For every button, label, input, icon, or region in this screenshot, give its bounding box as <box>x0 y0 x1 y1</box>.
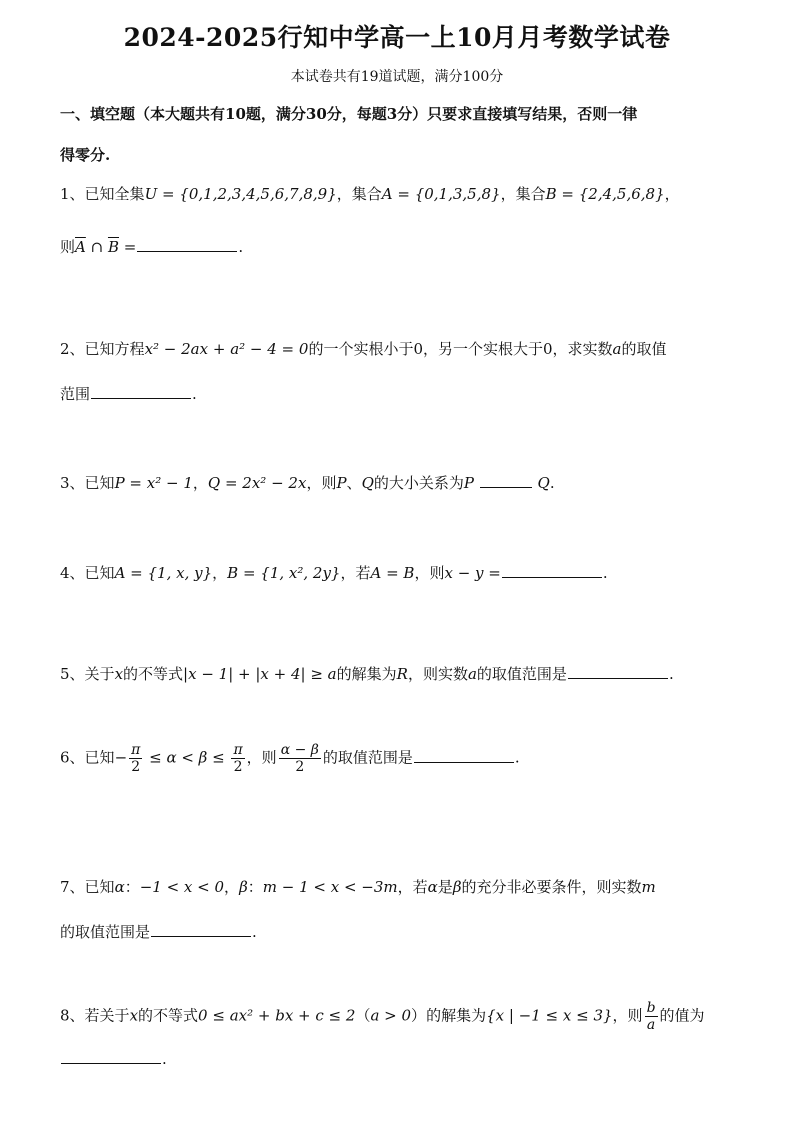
question-text: 的解集为 <box>426 1006 487 1025</box>
math-variable: a <box>467 665 477 683</box>
math-expression: 0 ≤ ax² + bx + c ≤ 2 <box>198 1006 356 1025</box>
question-text: . <box>549 474 555 492</box>
question-text: ，若 <box>397 878 428 896</box>
math-complement-b: $\overline{B}$ <box>107 238 119 256</box>
question-text: 的不等式 <box>138 1006 199 1025</box>
question-number: 4、 <box>60 564 85 582</box>
question-text: . <box>192 385 197 403</box>
question-number: 1、 <box>60 185 85 203</box>
question-text: 的取值范围是 <box>476 665 567 683</box>
math-complement-a: $\overline{A}$ <box>75 238 86 256</box>
question-text: 若关于 <box>84 1006 130 1025</box>
question-text: 的取值 <box>621 340 667 358</box>
math-variable: P <box>463 474 474 492</box>
question-text: 已知 <box>84 878 115 896</box>
math-variable: a <box>612 340 622 358</box>
math-expression: Q = 2x² − 2x <box>207 474 307 492</box>
question-1-line2 <box>60 236 750 257</box>
answer-blank[interactable] <box>137 250 237 252</box>
question-2-line2 <box>60 383 750 404</box>
fraction-alpha-minus-beta <box>279 742 321 775</box>
math-expression: x − y = <box>444 564 501 582</box>
math-expression: A = {1, x, y} <box>114 564 213 582</box>
math-expression: x² − 2ax + a² − 4 = 0 <box>144 340 309 358</box>
question-text: ，则 <box>306 474 337 492</box>
question-text: ） <box>411 1006 427 1025</box>
page-title: 2024-2025行知中学高一上10月月考数学试卷 <box>123 23 671 52</box>
question-text: . <box>162 1050 167 1068</box>
question-text: . <box>252 923 257 941</box>
fraction-denominator: 2 <box>131 759 141 776</box>
math-expression: A = {0,1,3,5,8} <box>381 185 501 203</box>
question-text: 已知全集 <box>84 185 145 203</box>
math-variable: x <box>129 1006 139 1025</box>
question-text: ，则 <box>612 1006 643 1025</box>
answer-blank[interactable] <box>502 576 602 578</box>
question-number: 6、 <box>60 748 85 767</box>
math-expression: ≤ α < β ≤ <box>144 748 230 767</box>
question-text: 的取值范围是 <box>60 923 151 941</box>
math-expression: −1 < x < 0 <box>139 878 225 896</box>
question-4 <box>60 562 750 583</box>
question-number: 2、 <box>60 340 85 358</box>
question-text: ， <box>664 185 680 203</box>
question-text: ，则 <box>246 748 277 767</box>
math-variable: Q <box>361 474 374 492</box>
question-text: 则 <box>60 238 76 256</box>
answer-blank[interactable] <box>61 1062 161 1064</box>
math-expression: |x − 1| + |x + 4| ≥ a <box>183 665 337 683</box>
answer-blank[interactable] <box>91 397 191 399</box>
math-expression: B = {1, x², 2y} <box>227 564 341 582</box>
question-text: 是 <box>437 878 453 896</box>
question-7-line2 <box>60 921 750 942</box>
math-variable: α <box>114 878 125 896</box>
question-text: 已知 <box>84 474 115 492</box>
question-text: 已知 <box>84 748 115 767</box>
math-operator: = <box>119 238 137 256</box>
math-expression: U = {0,1,2,3,4,5,6,7,8,9} <box>144 185 337 203</box>
question-text: 已知 <box>84 564 115 582</box>
math-variable: P <box>336 474 347 492</box>
fraction-pi-over-2 <box>231 742 244 775</box>
question-text: ，则 <box>414 564 445 582</box>
question-text: 的解集为 <box>336 665 397 683</box>
fraction-b-over-a <box>645 1000 658 1033</box>
question-3 <box>60 472 750 493</box>
page-subtitle: 本试卷共有19道试题，满分100分 <box>290 69 504 85</box>
math-variable: R <box>396 665 408 683</box>
math-variable: β <box>239 878 248 896</box>
question-text: 、 <box>346 474 362 492</box>
question-text: ， <box>212 564 228 582</box>
answer-blank[interactable] <box>480 486 532 488</box>
fraction-numerator: π <box>233 742 243 758</box>
question-text: 关于 <box>84 665 115 683</box>
question-6 <box>60 742 750 775</box>
math-variable: x <box>114 665 124 683</box>
question-8-line1 <box>60 1000 750 1033</box>
math-expression: A = B <box>370 564 415 582</box>
question-text: 的充分非必要条件，则实数 <box>461 878 642 896</box>
math-variable: Q <box>537 474 550 492</box>
math-expression: {x | −1 ≤ x ≤ 3} <box>486 1006 613 1025</box>
answer-blank[interactable] <box>568 677 668 679</box>
section-heading-line2: 得零分. <box>60 146 111 164</box>
question-text: 已知方程 <box>84 340 145 358</box>
section-heading-line1: 一、填空题（本大题共有10题，满分30分，每题3分）只要求直接填写结果，否则一律 <box>60 105 638 123</box>
math-operator: ∩ <box>85 238 108 256</box>
fraction-pi-over-2 <box>129 742 142 775</box>
question-1-line1 <box>60 183 750 204</box>
math-variable: β <box>452 878 462 896</box>
math-expression: B = {2,4,5,6,8} <box>545 185 665 203</box>
question-text: ，集合 <box>500 185 546 203</box>
answer-blank[interactable] <box>414 761 514 763</box>
fraction-numerator: b <box>646 1000 656 1016</box>
question-text: ，若 <box>340 564 371 582</box>
question-text: 范围 <box>60 385 91 403</box>
math-expression: P = x² − 1 <box>114 474 193 492</box>
math-operator: − <box>114 748 128 767</box>
question-text: ： <box>124 878 140 896</box>
question-text: ，则实数 <box>407 665 468 683</box>
question-2-line1 <box>60 338 750 359</box>
fraction-numerator: π <box>131 742 141 758</box>
question-text: 的取值范围是 <box>322 748 413 767</box>
question-text: . <box>668 665 674 683</box>
question-text: 的大小关系为 <box>373 474 464 492</box>
fraction-denominator: 2 <box>233 759 243 776</box>
question-text: ， <box>192 474 208 492</box>
question-text: ， <box>224 878 240 896</box>
question-text: . <box>514 748 520 767</box>
math-variable: m <box>641 878 656 896</box>
question-text: ，集合 <box>336 185 382 203</box>
question-text: . <box>602 564 608 582</box>
question-text: （ <box>355 1006 371 1025</box>
question-text: ： <box>247 878 263 896</box>
math-expression: a > 0 <box>370 1006 412 1025</box>
answer-blank[interactable] <box>151 935 251 937</box>
question-number: 7、 <box>60 878 85 896</box>
question-text: . <box>238 238 244 256</box>
fraction-numerator: α − β <box>280 742 319 758</box>
question-5 <box>60 663 750 684</box>
question-text: 的值为 <box>659 1006 705 1025</box>
math-variable: α <box>427 878 438 896</box>
question-text: 的一个实根小于0，另一个实根大于0，求实数 <box>308 340 613 358</box>
question-text: 的不等式 <box>123 665 184 683</box>
math-expression: m − 1 < x < −3m <box>262 878 398 896</box>
question-number: 5、 <box>60 665 85 683</box>
fraction-denominator: a <box>646 1017 656 1034</box>
question-number: 8、 <box>60 1006 85 1025</box>
question-7-line1 <box>60 876 750 897</box>
fraction-denominator: 2 <box>295 759 305 776</box>
question-8-line2 <box>60 1050 750 1068</box>
question-number: 3、 <box>60 474 85 492</box>
